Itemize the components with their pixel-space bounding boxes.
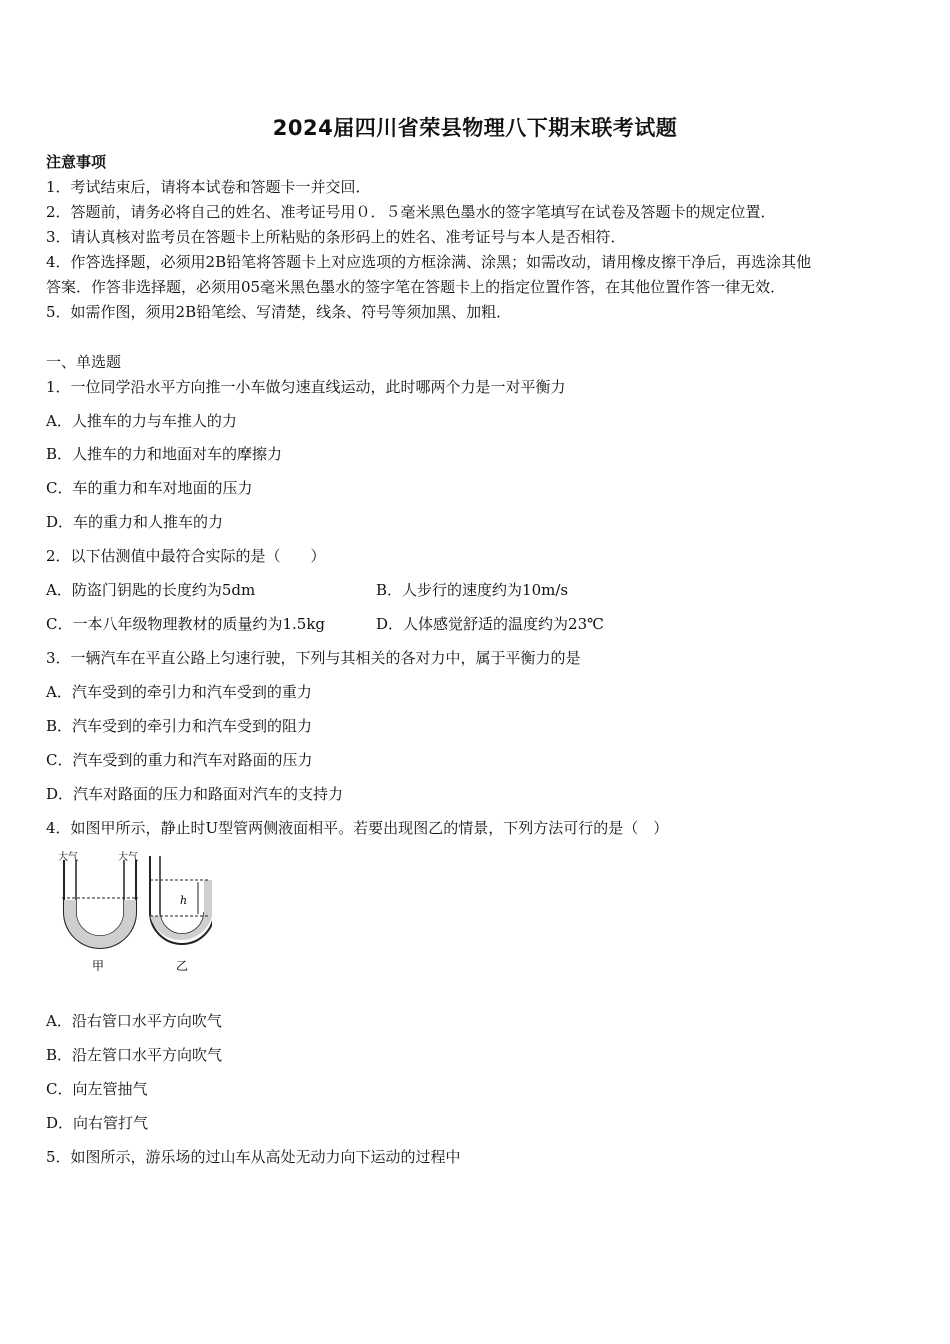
notice-item: 4．作答选择题，必须用2B铅笔将答题卡上对应选项的方框涂满、涂黑；如需改动，请用橡皮擦干净后，再选涂其他: [46, 253, 812, 271]
option-d: D．人体感觉舒适的温度约为23℃: [376, 615, 604, 633]
option-c: C．向左管抽气: [46, 1080, 148, 1098]
notice-item: 1．考试结束后，请将本试卷和答题卡一并交回．: [46, 178, 371, 196]
option-b: B．人步行的速度约为10m/s: [376, 581, 569, 599]
notice-item: 答案．作答非选择题，必须用05毫米黑色墨水的签字笔在答题卡上的指定位置作答，在其他位置作答一律无效．: [46, 278, 786, 296]
option-c: C．车的重力和车对地面的压力: [46, 479, 253, 497]
notice-item: 2．答题前，请务必将自己的姓名、准考证号用０．５毫米黑色墨水的签字笔填写在试卷及答题卡的规定位置．: [46, 203, 776, 221]
option-a: A．沿右管口水平方向吹气: [46, 1012, 222, 1030]
question-stem: 1．一位同学沿水平方向推一小车做匀速直线运动，此时哪两个力是一对平衡力: [46, 378, 566, 396]
notice-item: 5．如需作图，须用2B铅笔绘、写清楚，线条、符号等须加黑、加粗．: [46, 303, 512, 321]
option-c: C．一本八年级物理教材的质量约为1.5kg: [46, 615, 326, 633]
question-stem: 5．如图所示，游乐场的过山车从高处无动力向下运动的过程中: [46, 1148, 461, 1166]
question-stem: 2．以下估测值中最符合实际的是（ ）: [46, 547, 326, 565]
u-tube-figure: [52, 850, 212, 975]
option-a: A．汽车受到的牵引力和汽车受到的重力: [46, 683, 312, 701]
height-label: h: [180, 894, 188, 907]
option-b: B．汽车受到的牵引力和汽车受到的阻力: [46, 717, 313, 735]
notice-heading: 注意事项: [46, 153, 107, 171]
figure-label-jia: 甲: [92, 959, 105, 973]
u-tube-left: [58, 850, 138, 973]
u-tube-right: [150, 856, 212, 973]
option-d: D．汽车对路面的压力和路面对汽车的支持力: [46, 785, 344, 803]
notice-item: 3．请认真核对监考员在答题卡上所粘贴的条形码上的姓名、准考证号与本人是否相符．: [46, 228, 626, 246]
question-stem: 4．如图甲所示，静止时U型管两侧液面相平。若要出现图乙的情景，下列方法可行的是（ ）: [46, 819, 669, 837]
air-label-left: 大气: [58, 852, 78, 863]
question-stem: 3．一辆汽车在平直公路上匀速行驶，下列与其相关的各对力中，属于平衡力的是: [46, 649, 581, 667]
air-label-right: 大气: [118, 852, 138, 863]
option-d: D．车的重力和人推车的力: [46, 513, 224, 531]
option-a: A．人推车的力与车推人的力: [46, 412, 237, 430]
page-title: 2024届四川省荣县物理八下期末联考试题: [272, 116, 678, 140]
option-b: B．人推车的力和地面对车的摩擦力: [46, 445, 283, 463]
option-c: C．汽车受到的重力和汽车对路面的压力: [46, 751, 313, 769]
section-heading: 一、单选题: [46, 353, 122, 371]
option-d: D．向右管打气: [46, 1114, 149, 1132]
option-a: A．防盗门钥匙的长度约为5dm: [46, 581, 256, 599]
option-b: B．沿左管口水平方向吹气: [46, 1046, 223, 1064]
figure-label-yi: 乙: [176, 959, 189, 973]
